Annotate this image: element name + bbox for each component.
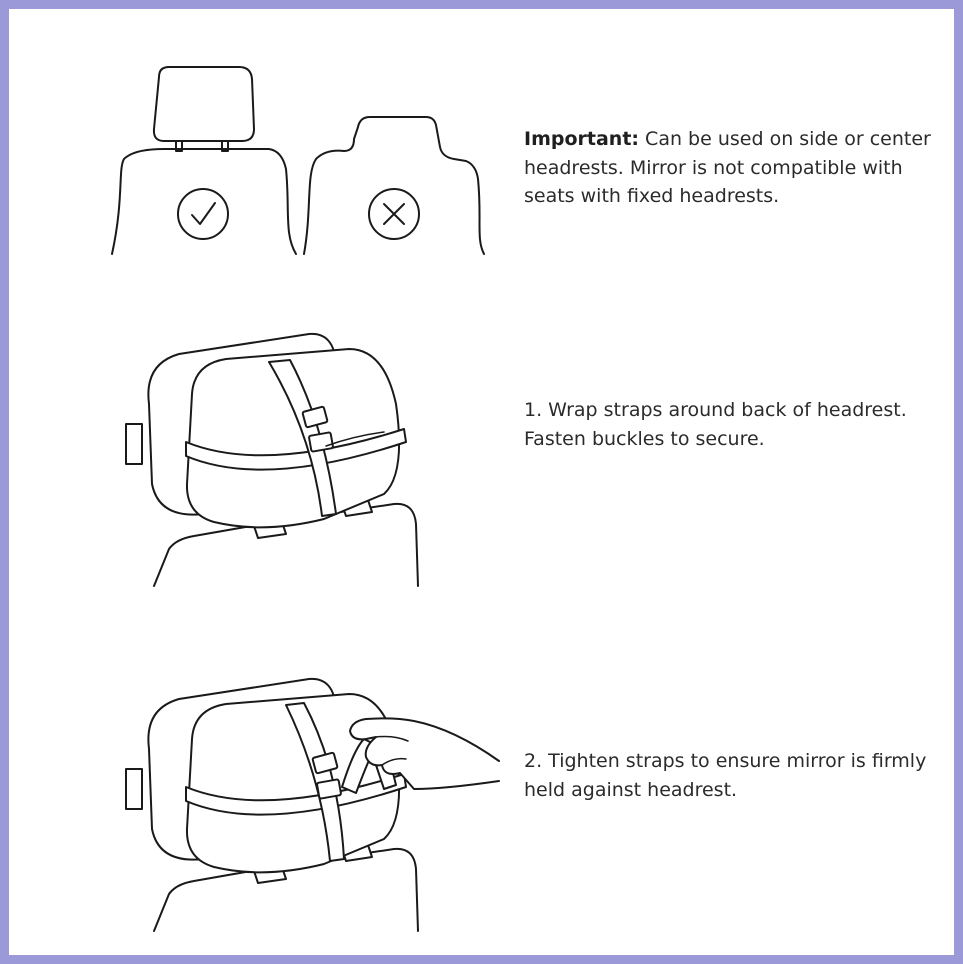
checkmark-icon bbox=[178, 189, 228, 239]
important-text: Can be used on side or center headrests. Mirror is not compatible with seats with fixed headrests. bbox=[524, 128, 931, 207]
step-1-label: 1. Wrap straps around back of headrest. Fasten buckles to secure. bbox=[524, 399, 907, 450]
wrap-straps-illustration bbox=[114, 324, 434, 594]
x-icon bbox=[369, 189, 419, 239]
step-1-text bbox=[524, 396, 944, 453]
tighten-straps-illustration bbox=[114, 669, 504, 939]
headrest-compatibility-illustration bbox=[104, 59, 494, 259]
important-note bbox=[524, 125, 944, 211]
fixed-headrest-seat bbox=[304, 117, 484, 254]
important-label: Important: bbox=[524, 128, 640, 150]
adjustable-headrest-seat bbox=[112, 67, 296, 254]
step-2-label: 2. Tighten straps to ensure mirror is firmly held against headrest. bbox=[524, 750, 927, 801]
step-2-text bbox=[524, 747, 944, 804]
